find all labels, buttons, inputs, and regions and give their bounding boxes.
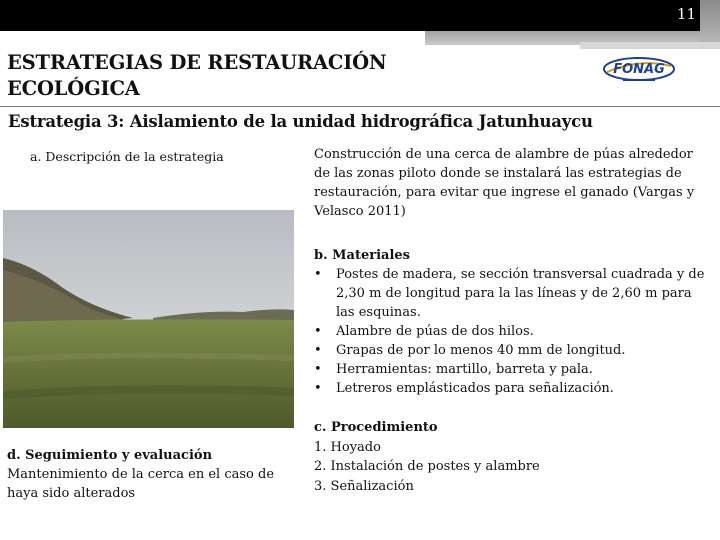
- materials-section: [314, 246, 709, 398]
- logo-text: FONAG: [613, 62, 665, 77]
- procedure-heading: c. Procedimiento: [314, 420, 438, 435]
- procedure-step: 3. Señalización: [314, 478, 414, 494]
- bullet: •: [314, 381, 322, 396]
- list-item: [314, 265, 709, 322]
- slide-title-line-1: ESTRATEGIAS DE RESTAURACIÓN: [7, 51, 387, 74]
- material-text: Grapas de por lo menos 40 mm de longitud.: [336, 343, 626, 358]
- material-text: Postes de madera, se sección transversal cuadrada y de 2,30 m de longitud para la las líneas y de 2,60 m para las esquinas.: [336, 267, 705, 320]
- top-bar: [0, 0, 720, 31]
- procedure-step: 2. Instalación de postes y alambre: [314, 459, 540, 474]
- slide-title-line-2: ECOLÓGICA: [7, 77, 140, 100]
- title-divider: [0, 106, 720, 107]
- strategy-subtitle: Estrategia 3: Aislamiento de la unidad hidrográfica Jatunhuaycu: [8, 112, 593, 131]
- list-item: [314, 360, 709, 379]
- top-bar-end-decoration: [700, 0, 720, 48]
- header-decoration-light: [580, 42, 720, 49]
- description-label: a. Descripción de la estrategia: [30, 149, 224, 164]
- monitoring-heading: d. Seguimiento y evaluación: [7, 448, 213, 463]
- list-item: [314, 341, 709, 360]
- material-text: Letreros emplásticados para señalización.: [336, 381, 614, 396]
- list-item: [314, 379, 709, 398]
- material-text: Herramientas: martillo, barreta y pala.: [336, 362, 593, 377]
- monitoring-section: [7, 446, 292, 503]
- description-text: Construcción de una cerca de alambre de púas alrededor de las zonas piloto donde se instalará las estrategias de restauración, para evitar que ingrese el ganado (Vargas y Velasco 2011): [314, 147, 695, 219]
- procedure-step: 1. Hoyado: [314, 439, 381, 455]
- bullet: •: [314, 267, 322, 282]
- material-text: Alambre de púas de dos hilos.: [336, 324, 534, 339]
- materials-heading: b. Materiales: [314, 248, 410, 263]
- materials-list: [314, 265, 709, 398]
- fonag-logo: [601, 54, 677, 86]
- procedure-section: [314, 418, 709, 496]
- monitoring-text: Mantenimiento de la cerca en el caso de haya sido alterados: [7, 467, 275, 501]
- slide-title: [7, 50, 387, 102]
- page-number: 11: [676, 5, 696, 23]
- bullet: •: [314, 324, 322, 339]
- paramo-landscape-photo: [3, 210, 294, 428]
- bullet: •: [314, 343, 322, 358]
- list-item: [314, 322, 709, 341]
- bullet: •: [314, 362, 322, 377]
